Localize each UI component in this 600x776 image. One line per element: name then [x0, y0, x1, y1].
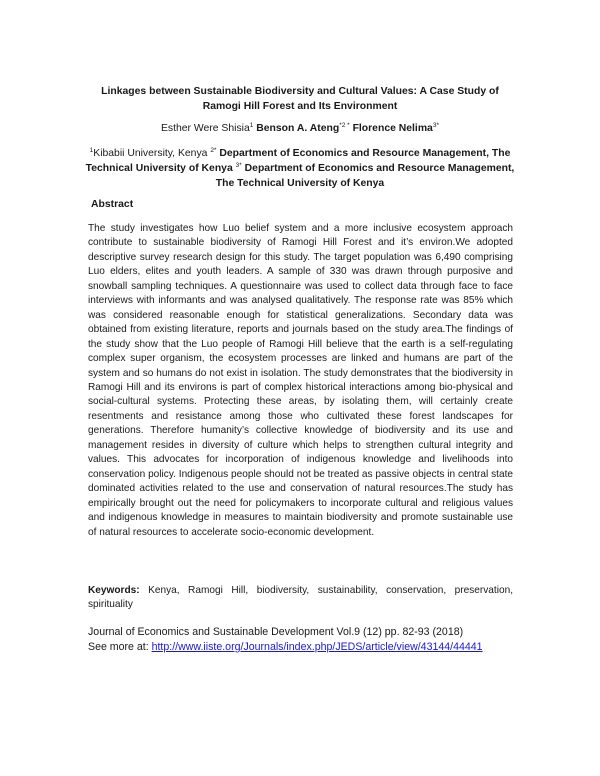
paper-title: Linkages between Sustainable Biodiversity and Cultural Values: A Case Study of Ramogi Hill Forest and Its Environment: [101, 86, 499, 112]
keywords: [88, 584, 513, 613]
author-list: [60, 121, 540, 136]
affiliation-superscript: 1: [89, 147, 94, 154]
author-superscript: 3*: [432, 122, 439, 129]
affiliation-text: Department of Economics and Resource Management, The Technical University of Kenya: [215, 163, 515, 189]
article-link[interactable]: http://www.iiste.org/Journals/index.php/JEDS/article/view/43144/44441: [151, 641, 483, 653]
see-more-label: See more at:: [88, 641, 152, 653]
see-more: [88, 640, 538, 656]
author-name: Benson A. Ateng: [256, 123, 340, 134]
keywords-label: Keywords:: [88, 585, 140, 596]
author-superscript: 1: [249, 122, 254, 129]
abstract-body: The study investigates how Luo belief system and a more inclusive ecosystem approach contribute to sustainable biodiversity of Ramogi Hill Forest and it’s environ.We adopted descriptive survey research design for this study. The target population was 6,490 comprising Luo elders, elites and youth leaders. A sample of 330 was drawn through purposive and snowball sampling techniques. A questionnaire was used to collect data through face to face interviews with informants and was analysed qualitatively. The response rate was 85% which was considered reasonable enough for statistical generalizations. Secondary data was obtained from existing literature, reports and journals based on the study area.The findings of the study show that the Luo people of Ramogi Hill believe that the earth is a self-regulating complex super organism, the ecosystem processes are linked and humans are part of the system and so humans do not exist in isolation. The study demonstrates that the biodiversity in Ramogi Hill and its environs is part of complex historical interactions among bio-physical and social-cultural systems. Protecting these areas, by isolating them, will certainly create resentments and resistance among those who cultivated these forest landscapes for generations. Therefore humanity’s collective knowledge of biodiversity and its use and management resides in diversity of culture which helps to strengthen cultural integrity and values. This advocates for incorporation of indigenous knowledge and livelihoods into conservation policy. Indigenous people should not be treated as passive objects in central state dominated activities related to the use and conservation of natural resources.The study has empirically brought out the need for policymakers to incorporate cultural and religious values and indigenous knowledge in measures to maintain biodiversity and promote sustainable use of natural resources to accelerate socio-economic development.: [88, 223, 513, 538]
affiliation-text: Department of Economics and Resource Management, The Technical University of Kenya: [85, 148, 511, 174]
keywords-text: Kenya, Ramogi Hill, biodiversity, sustainability, conservation, preservation, spirituality: [88, 585, 513, 611]
affiliation-superscript: 3*: [235, 162, 242, 169]
abstract-heading: Abstract: [91, 199, 134, 210]
author-superscript: *2 *: [339, 122, 350, 129]
affiliation-text: Kibabii University, Kenya: [93, 148, 208, 159]
author-name: Florence Nelima: [352, 123, 433, 134]
journal-citation: Journal of Economics and Sustainable Development Vol.9 (12) pp. 82-93 (2018): [88, 626, 464, 638]
author-name: Esther Were Shisia: [160, 123, 250, 134]
affiliation-list: [80, 146, 520, 191]
affiliation-superscript: 2*: [210, 147, 217, 154]
